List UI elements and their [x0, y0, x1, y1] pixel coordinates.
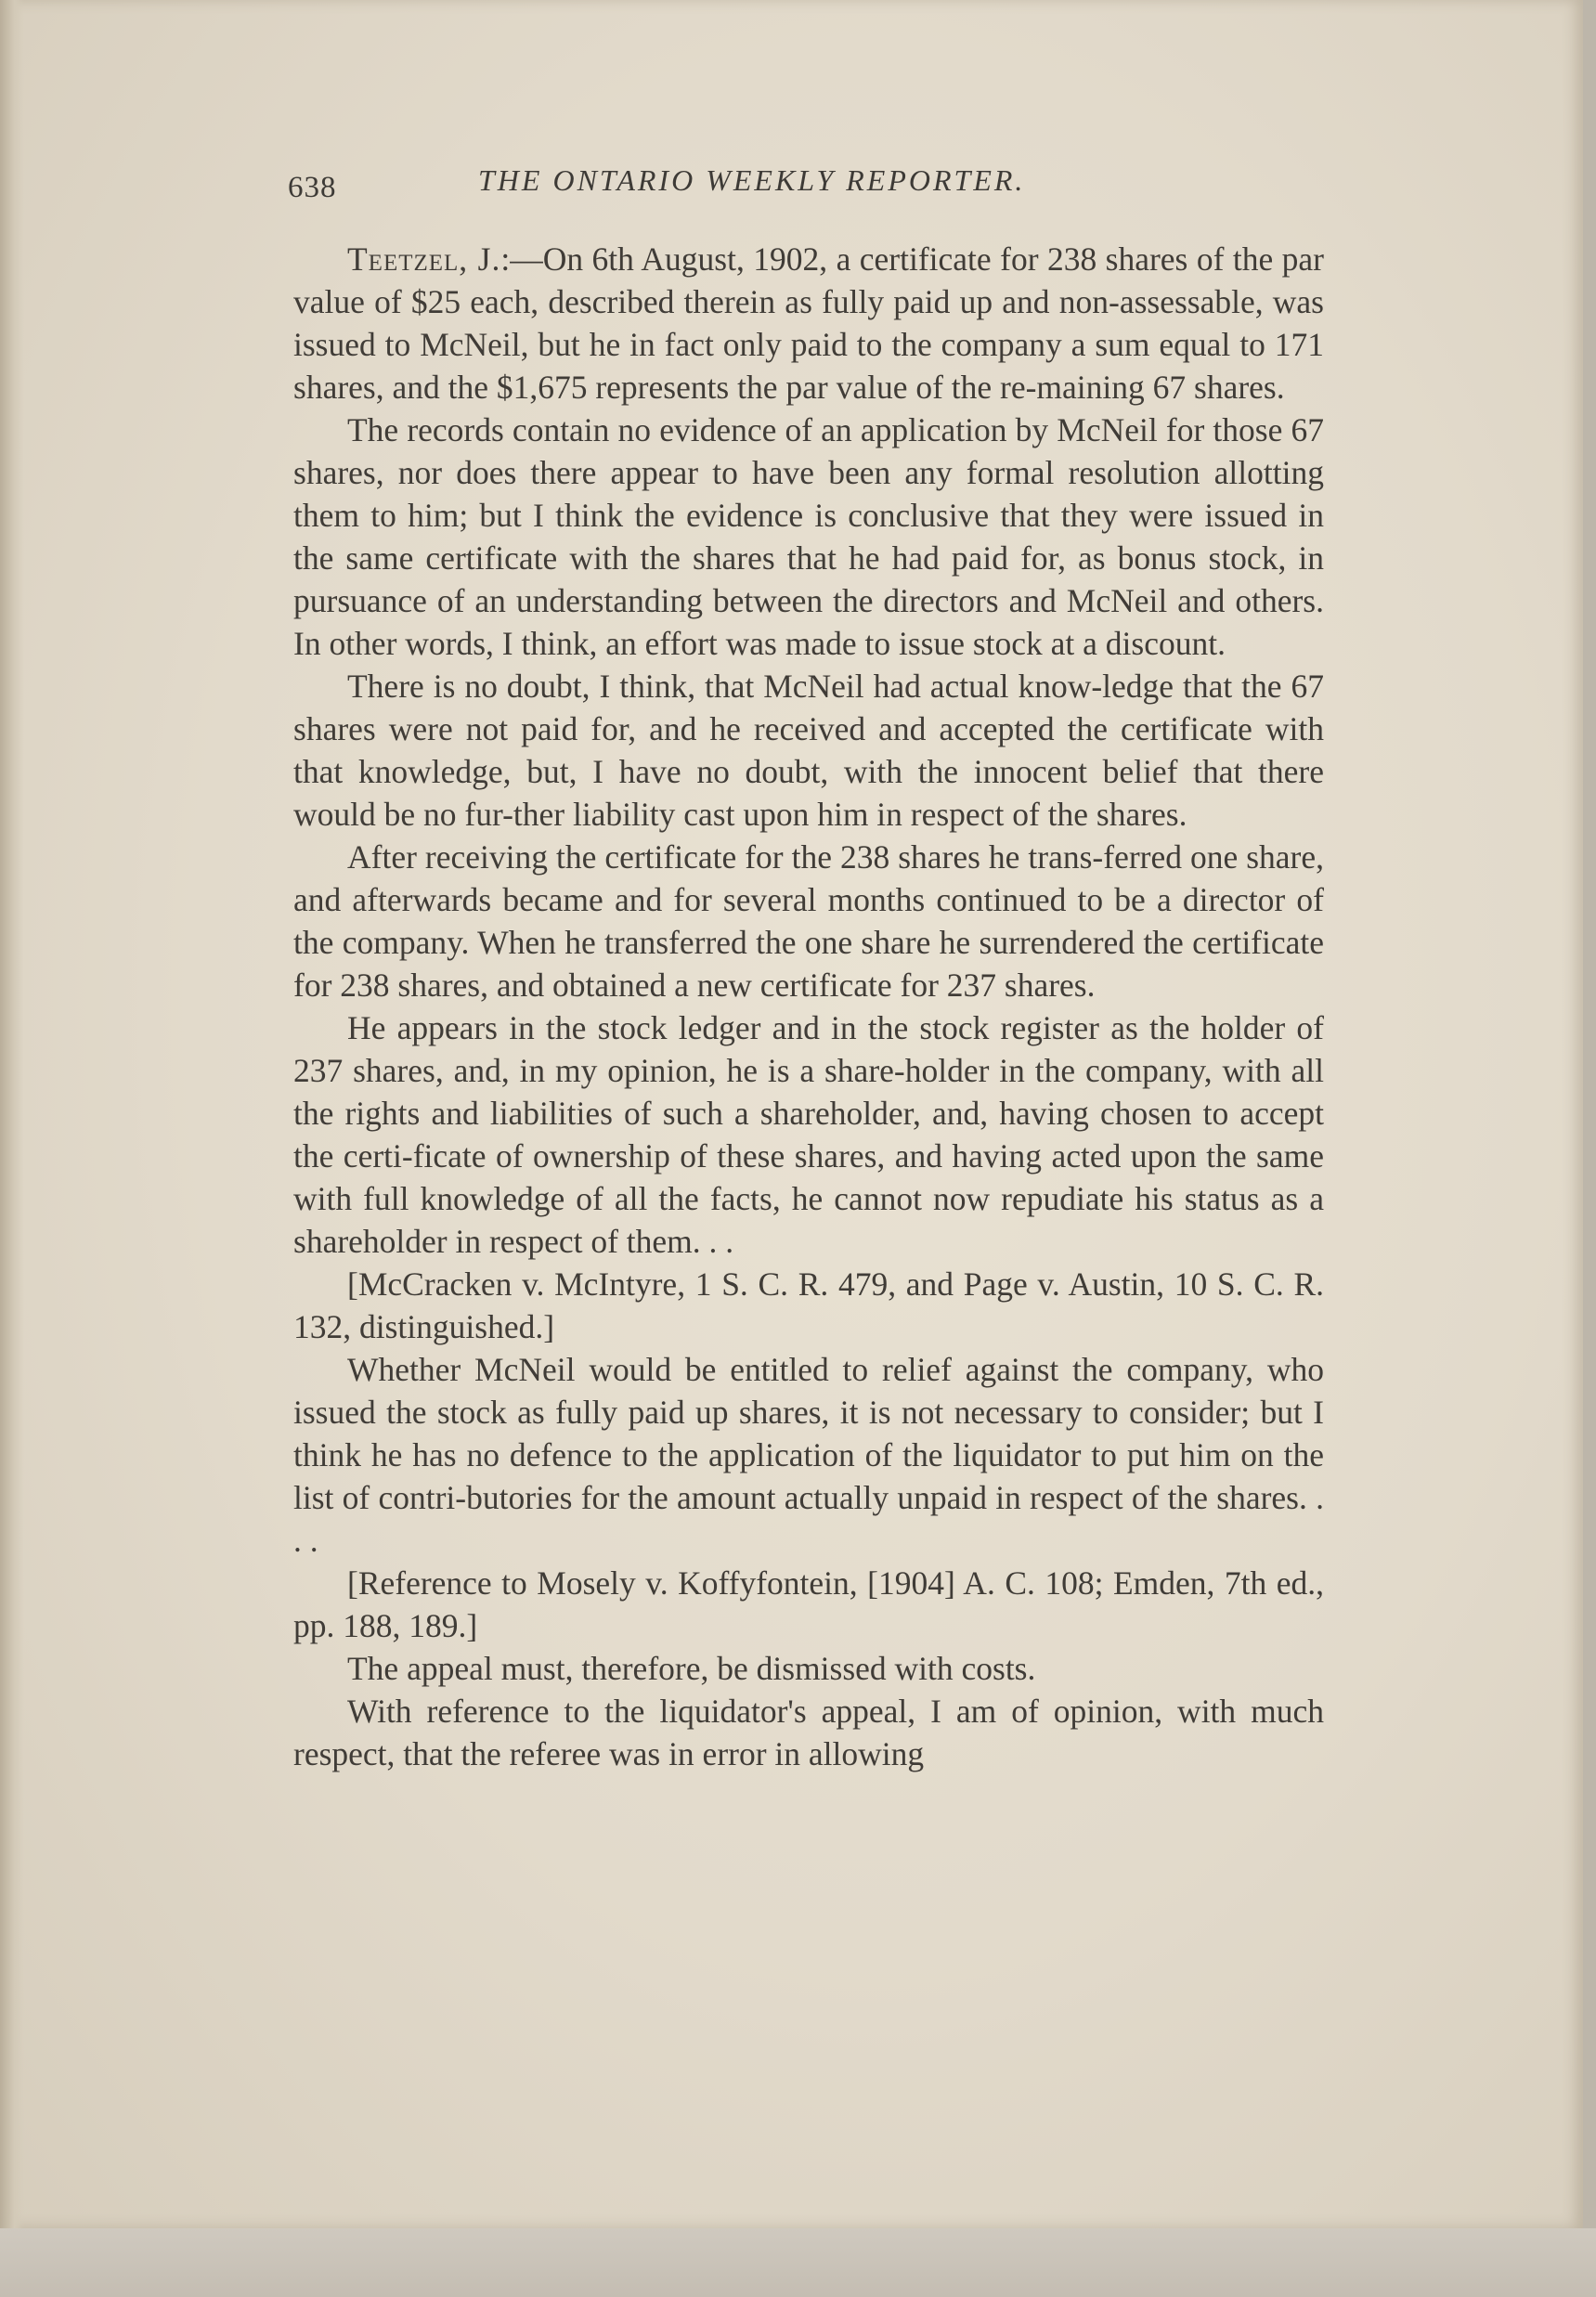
body-text [293, 238, 1324, 1775]
paragraph-text: :—On 6th August, 1902, a certificate for 238 shares of the par value of $25 each, described therein as fully paid up and non-assessable, was issued to McNeil, but he in fact only paid to the company a sum equal to 171 shares, and the $1,675 represents the par value of the re-maining 67 shares. [293, 240, 1324, 406]
page-header [288, 163, 1328, 219]
running-title: THE ONTARIO WEEKLY REPORTER. [478, 163, 1026, 197]
page-gutter-shadow [0, 0, 24, 2228]
page-number: 638 [288, 171, 337, 204]
paragraph: The appeal must, therefore, be dismissed with costs. [347, 1650, 1036, 1687]
paragraph: He appears in the stock ledger and in the stock register as the holder of 237 shares, and, in my opinion, he is a share-holder in the company, with all the rights and liabilities of such a shareholder, and, having chosen to accept the certi-ficate of ownership of these shares, and having acted upon the same with full knowledge of all the facts, he cannot now repudiate his status as a shareholder in respect of them. . . [293, 1009, 1324, 1260]
citation-note: [Reference to Mosely v. Koffyfontein, [1904] A. C. 108; Emden, 7th ed., pp. 188, 189.] [293, 1564, 1324, 1644]
paragraph: After receiving the certificate for the 238 shares he trans-ferred one share, and afterwards became and for several months continued to be a director of the company. When he transferred the one share he surrendered the certificate for 238 shares, and obtained a new certificate for 237 shares. [293, 838, 1324, 1004]
paragraph: Whether McNeil would be entitled to relief against the company, who issued the stock as fully paid up shares, it is not necessary to consider; but I think he has no defence to the application of the liquidator to put him on the list of contri-butories for the amount actually unpaid in respect of the shares. . . . [293, 1351, 1324, 1559]
paragraph: There is no doubt, I think, that McNeil had actual know-ledge that the 67 shares were not paid for, and he received and accepted the certificate with that knowledge, but, I have no doubt, with the innocent belief that there would be no fur-ther liability cast upon him in respect of the shares. [293, 668, 1324, 833]
paragraph: With reference to the liquidator's appeal, I am of opinion, with much respect, that the referee was in error in allowing [293, 1693, 1324, 1772]
paragraph [293, 238, 1324, 409]
judge-name: Teetzel, J. [347, 240, 501, 278]
scan-background-strip [0, 2228, 1596, 2297]
paragraph: The records contain no evidence of an application by McNeil for those 67 shares, nor does there appear to have been any formal resolution allotting them to him; but I think the evidence is conclusive that they were issued in the same certificate with the shares that he had paid for, as bonus stock, in pursuance of an understanding between the directors and McNeil and others. In other words, I think, an effort was made to issue stock at a discount. [293, 411, 1324, 662]
citation-note: [McCracken v. McIntyre, 1 S. C. R. 479, and Page v. Austin, 10 S. C. R. 132, distinguished.] [293, 1265, 1324, 1345]
